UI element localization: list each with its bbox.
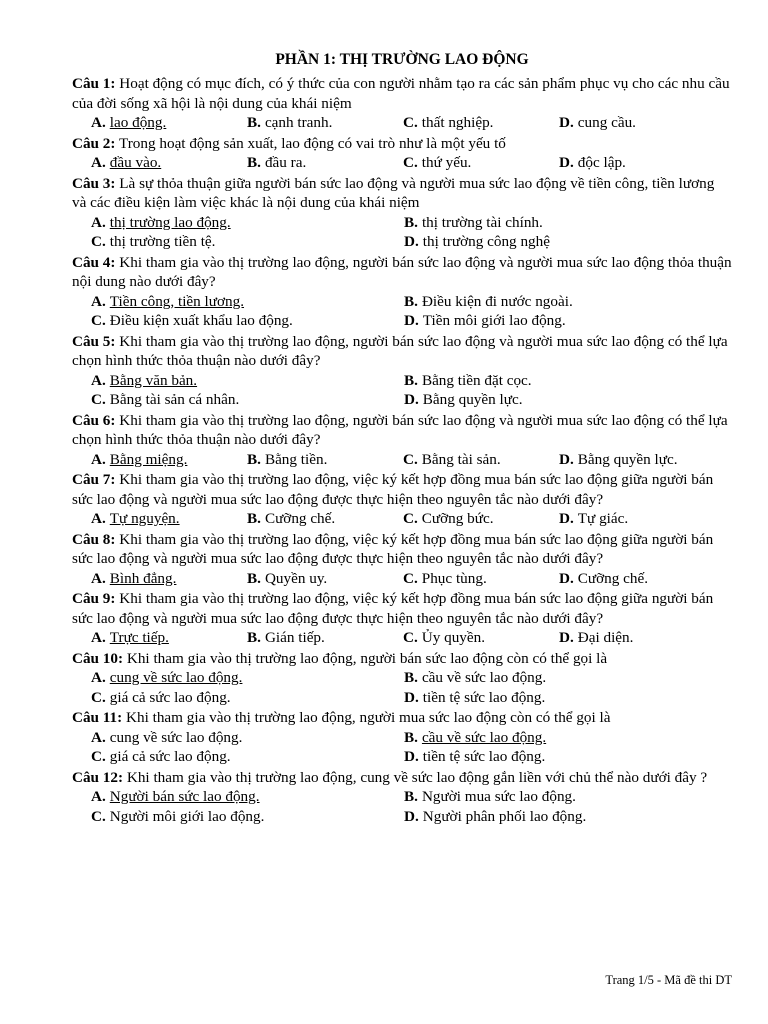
- question-1: [72, 74, 732, 133]
- question-stem: Khi tham gia vào thị trường lao động, người bán sức lao động và người mua sức lao động có thể lựa chọn hình thức thỏa thuận nào dưới đây?: [72, 411, 728, 448]
- option-text: cung về sức lao động.: [109, 728, 243, 746]
- option-letter: B.: [247, 510, 261, 527]
- question-text: [72, 174, 732, 213]
- option-letter: B.: [404, 669, 418, 686]
- answer-option-d[interactable]: [559, 153, 715, 173]
- question-text: [72, 74, 732, 113]
- question-4: [72, 253, 732, 331]
- page-footer: Trang 1/5 - Mã đề thi DT: [605, 973, 732, 987]
- answer-options: [72, 153, 732, 173]
- answer-option-a[interactable]: [91, 728, 404, 748]
- answer-option-d[interactable]: [404, 807, 717, 827]
- question-text: [72, 530, 732, 569]
- option-letter: C.: [403, 629, 418, 646]
- option-letter: D.: [404, 312, 419, 329]
- option-letter: D.: [404, 233, 419, 250]
- question-label: Câu 1:: [72, 75, 116, 92]
- option-letter: A.: [91, 728, 106, 746]
- answer-option-c[interactable]: [403, 153, 559, 173]
- option-text: Người phân phối lao động.: [422, 807, 587, 825]
- option-text: Tự giác.: [577, 510, 629, 527]
- answer-option-b[interactable]: [247, 113, 403, 133]
- option-letter: A.: [91, 569, 106, 587]
- question-label: Câu 9:: [72, 590, 116, 607]
- question-9: [72, 589, 732, 648]
- option-letter: D.: [404, 688, 419, 706]
- option-letter: D.: [559, 510, 574, 527]
- question-stem: Khi tham gia vào thị trường lao động, người bán sức lao động còn có thể gọi là: [126, 649, 608, 667]
- answer-option-b[interactable]: [247, 569, 403, 589]
- option-letter: D.: [404, 807, 419, 825]
- option-text: thị trường công nghệ: [422, 233, 550, 250]
- option-letter: D.: [404, 748, 419, 765]
- question-label: Câu 3:: [72, 174, 116, 192]
- question-stem: Khi tham gia vào thị trường lao động, việc ký kết hợp đồng mua bán sức lao động giữa người bán sức lao động và người mua sức lao động được thực hiện theo nguyên tắc nào dưới đây?: [72, 471, 714, 508]
- question-3: [72, 174, 732, 252]
- option-text: Bằng văn bản.: [109, 371, 198, 389]
- answer-option-a[interactable]: [91, 787, 404, 807]
- question-text: [72, 411, 732, 450]
- option-text: Cưỡng chế.: [264, 510, 336, 527]
- question-text: [72, 253, 732, 292]
- option-letter: B.: [404, 213, 418, 231]
- option-text: Bình đẳng.: [109, 569, 177, 587]
- option-letter: D.: [559, 114, 574, 131]
- option-text: Tiền môi giới lao động.: [422, 312, 566, 329]
- option-text: Cưỡng bức.: [421, 510, 494, 527]
- option-text: Điều kiện đi nước ngoài.: [421, 292, 573, 310]
- option-letter: B.: [247, 154, 261, 171]
- option-letter: B.: [247, 450, 261, 468]
- option-text: đầu ra.: [264, 154, 307, 171]
- option-letter: C.: [403, 510, 418, 527]
- answer-option-d[interactable]: [404, 390, 717, 410]
- option-letter: C.: [403, 114, 418, 131]
- option-letter: C.: [403, 154, 418, 171]
- option-letter: A.: [91, 788, 106, 805]
- option-text: đầu vào.: [109, 154, 162, 171]
- question-text: [72, 708, 732, 728]
- answer-option-a[interactable]: [91, 509, 247, 529]
- option-letter: C.: [91, 233, 106, 250]
- option-text: Trực tiếp.: [109, 629, 169, 646]
- answer-option-d[interactable]: [404, 688, 717, 708]
- option-text: Bằng tài sản cá nhân.: [109, 391, 240, 408]
- question-label: Câu 12:: [72, 768, 124, 786]
- answer-option-b[interactable]: [404, 787, 717, 807]
- option-text: giá cả sức lao động.: [109, 688, 231, 706]
- option-text: Đại diện.: [577, 629, 634, 646]
- option-letter: A.: [91, 510, 106, 527]
- answer-option-b[interactable]: [247, 153, 403, 173]
- option-letter: A.: [91, 292, 106, 310]
- option-text: Gián tiếp.: [264, 629, 325, 646]
- option-text: cầu về sức lao động.: [421, 669, 547, 686]
- answer-option-a[interactable]: [91, 113, 247, 133]
- option-text: Bằng tiền.: [264, 450, 328, 468]
- answer-option-b[interactable]: [404, 292, 717, 312]
- option-letter: C.: [91, 748, 106, 765]
- question-stem: Trong hoạt động sản xuất, lao động có vai trò như là một yếu tố: [119, 134, 506, 152]
- option-text: cung cầu.: [577, 114, 636, 131]
- answer-option-a[interactable]: [91, 371, 404, 391]
- question-6: [72, 411, 732, 470]
- answer-option-d[interactable]: [404, 747, 717, 767]
- question-2: [72, 134, 732, 173]
- option-text: Quyền uy.: [264, 569, 328, 587]
- option-letter: A.: [91, 371, 106, 389]
- option-text: Người môi giới lao động.: [109, 807, 265, 825]
- question-text: [72, 332, 732, 371]
- question-label: Câu 4:: [72, 253, 116, 271]
- question-stem: Khi tham gia vào thị trường lao động, người bán sức lao động và người mua sức lao động thỏa thuận nội dung nào dưới đây?: [72, 253, 732, 290]
- option-text: thị trường tài chính.: [421, 213, 543, 231]
- option-text: Bằng tiền đặt cọc.: [421, 371, 532, 389]
- option-text: tiền tệ sức lao động.: [422, 688, 546, 706]
- option-text: Người bán sức lao động.: [109, 788, 260, 805]
- question-stem: Khi tham gia vào thị trường lao động, việc ký kết hợp đồng mua bán sức lao động giữa người bán sức lao động và người mua sức lao động được thực hiện theo nguyên tắc nào dưới đây?: [72, 590, 714, 627]
- answer-option-c[interactable]: [91, 688, 404, 708]
- answer-option-b[interactable]: [247, 628, 403, 648]
- question-stem: Hoạt động có mục đích, có ý thức của con người nhằm tạo ra các sản phẩm phục vụ cho các nhu cầu của đời sống xã hội là nội dung của khái niệm: [72, 75, 730, 112]
- option-letter: D.: [559, 569, 574, 587]
- answer-option-c[interactable]: [403, 569, 559, 589]
- option-letter: B.: [404, 788, 418, 805]
- question-text: [72, 134, 732, 154]
- option-letter: C.: [91, 391, 106, 408]
- option-text: Bằng miệng.: [109, 450, 188, 468]
- question-text: [72, 470, 732, 509]
- answer-option-c[interactable]: [91, 747, 404, 767]
- option-letter: A.: [91, 154, 106, 171]
- answer-options: [72, 113, 732, 133]
- question-12: [72, 768, 732, 827]
- option-text: thứ yếu.: [421, 154, 472, 171]
- answer-option-a[interactable]: [91, 450, 247, 470]
- question-stem: Khi tham gia vào thị trường lao động, người bán sức lao động và người mua sức lao động có thể lựa chọn hình thức thỏa thuận nào dưới đây?: [72, 332, 728, 369]
- option-letter: A.: [91, 450, 106, 468]
- answer-option-a[interactable]: [91, 668, 404, 688]
- answer-option-d[interactable]: [559, 113, 715, 133]
- option-letter: B.: [404, 371, 418, 389]
- answer-options: [72, 509, 732, 529]
- option-letter: D.: [559, 450, 574, 468]
- answer-option-d[interactable]: [404, 232, 717, 252]
- option-text: cầu về sức lao động.: [421, 728, 547, 746]
- option-letter: D.: [559, 629, 574, 646]
- answer-option-d[interactable]: [559, 569, 715, 589]
- question-text: [72, 589, 732, 628]
- answer-options: [72, 628, 732, 648]
- option-text: Ủy quyền.: [421, 629, 486, 646]
- question-label: Câu 2:: [72, 134, 116, 152]
- answer-option-c[interactable]: [403, 450, 559, 470]
- answer-option-d[interactable]: [559, 450, 715, 470]
- answer-option-b[interactable]: [404, 668, 717, 688]
- answer-option-c[interactable]: [91, 390, 404, 410]
- question-stem: Là sự thỏa thuận giữa người bán sức lao động và người mua sức lao động về tiền công, tiền lương và các điều kiện làm việc khác là nội dung của khái niệm: [72, 174, 715, 211]
- option-text: Bằng tài sản.: [421, 450, 501, 468]
- option-letter: B.: [404, 728, 418, 746]
- option-text: Cưỡng chế.: [577, 569, 649, 587]
- question-8: [72, 530, 732, 589]
- option-text: độc lập.: [577, 154, 626, 171]
- option-letter: A.: [91, 114, 106, 131]
- answer-option-c[interactable]: [403, 509, 559, 529]
- section-title: PHẦN 1: THỊ TRƯỜNG LAO ĐỘNG: [275, 51, 529, 68]
- answer-option-b[interactable]: [404, 728, 717, 748]
- question-label: Câu 6:: [72, 411, 116, 429]
- answer-option-a[interactable]: [91, 628, 247, 648]
- answer-option-b[interactable]: [247, 450, 403, 470]
- exam-page: [72, 50, 732, 827]
- option-letter: A.: [91, 213, 106, 231]
- option-letter: C.: [403, 450, 418, 468]
- answer-option-b[interactable]: [247, 509, 403, 529]
- option-text: Bằng quyền lực.: [422, 391, 523, 408]
- option-letter: C.: [403, 569, 418, 587]
- answer-option-d[interactable]: [404, 311, 717, 331]
- option-text: Phục tùng.: [421, 569, 487, 587]
- answer-options: [72, 292, 732, 331]
- option-letter: B.: [247, 569, 261, 587]
- option-letter: A.: [91, 629, 106, 646]
- answer-option-b[interactable]: [404, 213, 717, 233]
- answer-option-a[interactable]: [91, 153, 247, 173]
- option-text: Bằng quyền lực.: [577, 450, 678, 468]
- answer-options: [72, 450, 732, 470]
- question-7: [72, 470, 732, 529]
- question-stem: Khi tham gia vào thị trường lao động, người mua sức lao động còn có thể gọi là: [126, 709, 611, 726]
- option-letter: C.: [91, 312, 106, 329]
- question-stem: Khi tham gia vào thị trường lao động, cung về sức lao động gắn liền với chủ thể nào dưới đây ?: [126, 768, 708, 786]
- question-text: [72, 649, 732, 669]
- question-11: [72, 708, 732, 767]
- question-list: [72, 74, 732, 826]
- answer-options: [72, 668, 732, 707]
- option-letter: C.: [91, 688, 106, 706]
- option-text: thị trường tiền tệ.: [109, 233, 216, 250]
- answer-option-d[interactable]: [559, 509, 715, 529]
- answer-option-c[interactable]: [403, 113, 559, 133]
- option-letter: D.: [559, 154, 574, 171]
- option-letter: B.: [247, 629, 261, 646]
- answer-options: [72, 569, 732, 589]
- option-text: giá cả sức lao động.: [109, 748, 231, 765]
- option-text: lao động.: [109, 114, 167, 131]
- answer-option-b[interactable]: [404, 371, 717, 391]
- question-text: [72, 768, 732, 788]
- option-text: cung về sức lao động.: [109, 669, 243, 686]
- question-5: [72, 332, 732, 410]
- option-text: thất nghiệp.: [421, 114, 494, 131]
- answer-option-c[interactable]: [91, 232, 404, 252]
- option-text: thị trường lao động.: [109, 213, 231, 231]
- option-text: Người mua sức lao động.: [421, 788, 576, 805]
- option-text: Điều kiện xuất khẩu lao động.: [109, 312, 293, 329]
- answer-option-d[interactable]: [559, 628, 715, 648]
- option-text: Tự nguyện.: [109, 510, 180, 527]
- answer-options: [72, 787, 732, 826]
- answer-options: [72, 728, 732, 767]
- question-label: Câu 5:: [72, 332, 116, 350]
- question-label: Câu 8:: [72, 530, 116, 548]
- option-letter: B.: [404, 292, 418, 310]
- option-text: tiền tệ sức lao động.: [422, 748, 546, 765]
- answer-option-a[interactable]: [91, 213, 404, 233]
- answer-option-a[interactable]: [91, 292, 404, 312]
- answer-option-c[interactable]: [91, 807, 404, 827]
- question-10: [72, 649, 732, 708]
- question-label: Câu 11:: [72, 709, 123, 726]
- answer-options: [72, 371, 732, 410]
- question-label: Câu 7:: [72, 471, 116, 488]
- answer-option-c[interactable]: [403, 628, 559, 648]
- option-letter: A.: [91, 669, 106, 686]
- option-text: Tiền công, tiền lương.: [109, 292, 245, 310]
- option-letter: B.: [247, 114, 261, 131]
- option-letter: C.: [91, 807, 106, 825]
- answer-options: [72, 213, 732, 252]
- question-stem: Khi tham gia vào thị trường lao động, việc ký kết hợp đồng mua bán sức lao động giữa người bán sức lao động và người mua sức lao động được thực hiện theo nguyên tắc nào dưới đây?: [72, 530, 714, 567]
- option-letter: D.: [404, 391, 419, 408]
- question-label: Câu 10:: [72, 649, 124, 667]
- option-text: cạnh tranh.: [264, 114, 333, 131]
- answer-option-c[interactable]: [91, 311, 404, 331]
- answer-option-a[interactable]: [91, 569, 247, 589]
